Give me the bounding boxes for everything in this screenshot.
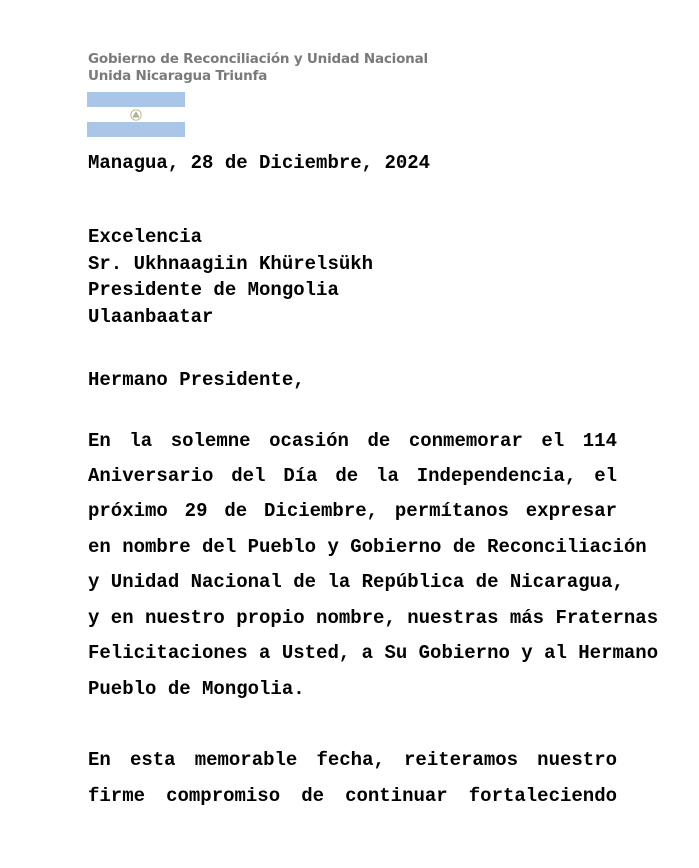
recipient-honorific: Excelencia bbox=[88, 226, 203, 248]
nicaragua-flag bbox=[87, 92, 185, 137]
paragraph-line: Felicitaciones a Usted, a Su Gobierno y al Hermano bbox=[88, 642, 659, 664]
paragraph-line: Pueblo de Mongolia. bbox=[88, 678, 305, 700]
recipient-title: Presidente de Mongolia bbox=[88, 279, 339, 301]
coat-of-arms-icon bbox=[129, 109, 143, 121]
letterhead-motto: Unida Nicaragua Triunfa bbox=[88, 68, 268, 84]
recipient-city: Ulaanbaatar bbox=[88, 306, 214, 328]
flag-top-stripe bbox=[87, 92, 185, 107]
recipient-name: Sr. Ukhnaagiin Khürelsükh bbox=[88, 253, 374, 275]
paragraph-line: y en nuestro propio nombre, nuestras más Fraternas bbox=[88, 607, 659, 629]
flag-bottom-stripe bbox=[87, 122, 185, 137]
letterhead-government-name: Gobierno de Reconciliación y Unidad Nacional bbox=[88, 51, 428, 67]
letterhead bbox=[88, 51, 428, 85]
paragraph-line: En esta memorable fecha, reiteramos nuestro bbox=[88, 749, 617, 771]
paragraph-line: y Unidad Nacional de la República de Nicaragua, bbox=[88, 571, 624, 593]
paragraph-line: en nombre del Pueblo y Gobierno de Reconciliación bbox=[88, 536, 647, 558]
paragraph-line: En la solemne ocasión de conmemorar el 114 bbox=[88, 430, 617, 452]
paragraph-line: próximo 29 de Diciembre, permítanos expresar bbox=[88, 500, 617, 522]
paragraph-line: firme compromiso de continuar fortaleciendo bbox=[88, 785, 617, 807]
flag-middle-stripe bbox=[87, 107, 185, 122]
letter-date: Managua, 28 de Diciembre, 2024 bbox=[88, 152, 431, 174]
salutation: Hermano Presidente, bbox=[88, 369, 305, 391]
paragraph-line: Aniversario del Día de la Independencia, el bbox=[88, 465, 617, 487]
